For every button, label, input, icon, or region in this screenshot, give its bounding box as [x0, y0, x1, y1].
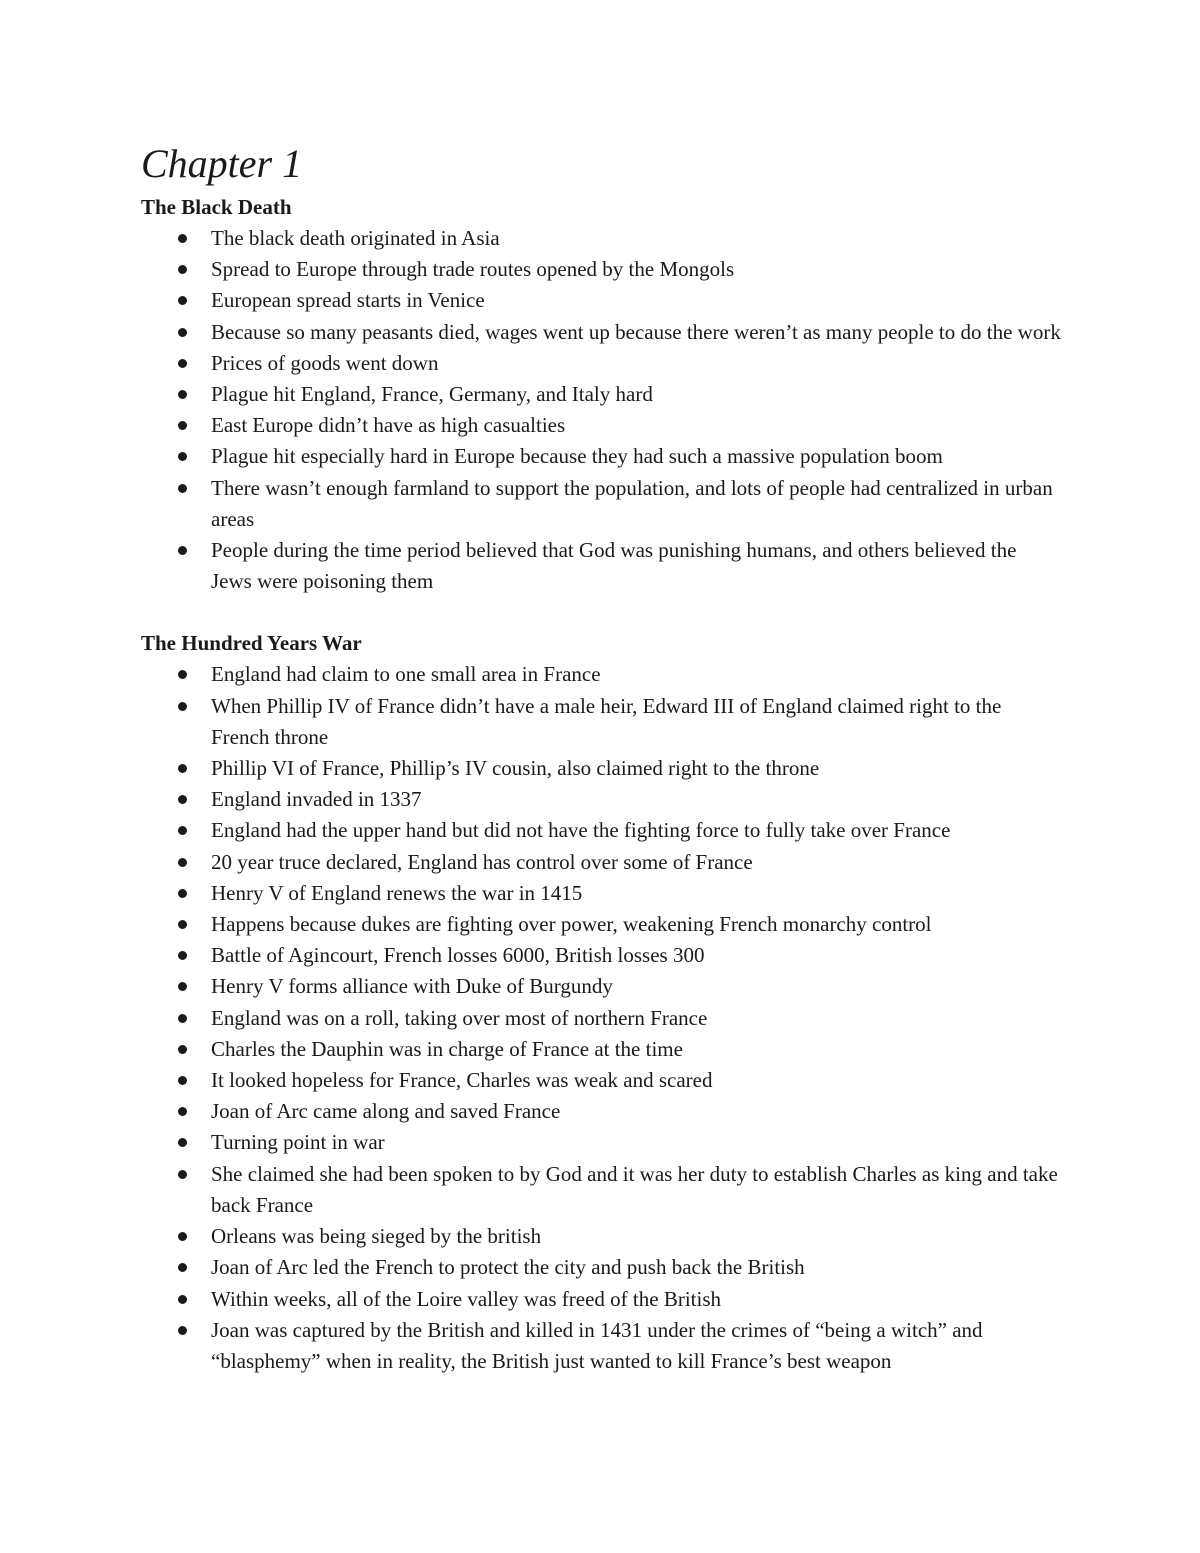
list-item-text: There wasn’t enough farmland to support the population, and lots of people had centralized in urban areas	[211, 475, 1053, 531]
list-item	[141, 379, 1061, 410]
list-item-text: The black death originated in Asia	[211, 226, 500, 250]
list-item	[141, 1221, 1061, 1252]
list-item-text: Prices of goods went down	[211, 350, 439, 375]
bullet-list	[141, 223, 1061, 597]
bullet-icon	[178, 421, 187, 430]
list-item	[141, 691, 1061, 753]
document-page	[141, 140, 1061, 1377]
list-item	[141, 878, 1061, 909]
list-item-text: Plague hit especially hard in Europe because they had such a massive population boom	[211, 444, 943, 469]
section-heading: The Hundred Years War	[141, 631, 362, 656]
bullet-icon	[178, 1295, 187, 1304]
list-item	[141, 847, 1061, 878]
list-item	[141, 254, 1061, 285]
list-item-text: Happens because dukes are fighting over power, weakening French monarchy control	[211, 912, 932, 937]
bullet-icon	[178, 390, 187, 399]
list-item-text: Joan of Arc led the French to protect the city and push back the British	[211, 1255, 805, 1280]
bullet-icon	[178, 234, 187, 243]
bullet-icon	[178, 764, 187, 773]
chapter-title: Chapter 1	[141, 141, 303, 186]
list-item-text: Joan was captured by the British and killed in 1431 under the crimes of “being a witch” and “blasphemy” when in reality, the British just wanted to kill France’s best weapon	[211, 1317, 983, 1373]
bullet-icon	[178, 1138, 187, 1147]
bullet-icon	[178, 1107, 187, 1116]
list-item	[141, 1096, 1061, 1127]
bullet-icon	[178, 484, 187, 493]
bullet-icon	[178, 982, 187, 991]
list-item	[141, 1003, 1061, 1034]
bullet-icon	[178, 296, 187, 305]
bullet-icon	[178, 546, 187, 555]
list-item-text: Orleans was being sieged by the british	[211, 1224, 542, 1249]
list-item-text: East Europe didn’t have as high casualties	[211, 413, 566, 438]
bullet-icon	[178, 1232, 187, 1241]
bullet-icon	[178, 951, 187, 960]
list-item-text: Joan of Arc came along and saved France	[211, 1099, 561, 1124]
list-item	[141, 784, 1061, 815]
bullet-icon	[178, 858, 187, 867]
list-item	[141, 441, 1061, 472]
list-item-text: People during the time period believed that God was punishing humans, and others believed the Jews were poisoning them	[211, 538, 1017, 594]
list-item	[141, 473, 1061, 535]
list-item-text: Within weeks, all of the Loire valley was freed of the British	[211, 1286, 721, 1311]
list-item	[141, 285, 1061, 316]
bullet-icon	[178, 889, 187, 898]
list-item-text: Plague hit England, France, Germany, and Italy hard	[211, 382, 653, 407]
list-item	[141, 535, 1061, 597]
list-item	[141, 815, 1061, 846]
list-item	[141, 1315, 1061, 1377]
list-item	[141, 659, 1061, 690]
bullet-icon	[178, 265, 187, 274]
list-item-text: She claimed she had been spoken to by God and it was her duty to establish Charles as king and take back France	[211, 1161, 1058, 1217]
list-item-text: England was on a roll, taking over most of northern France	[211, 1005, 708, 1030]
section-hundred-years-war	[141, 628, 1061, 1377]
bullet-icon	[178, 328, 187, 337]
list-item-text: England invaded in 1337	[211, 787, 422, 812]
list-item-text: Phillip VI of France, Phillip’s IV cousin, also claimed right to the throne	[211, 756, 820, 781]
bullet-icon	[178, 1263, 187, 1272]
bullet-icon	[178, 826, 187, 835]
list-item-text: When Phillip IV of France didn’t have a male heir, Edward III of England claimed right to the French throne	[211, 693, 1002, 749]
list-item	[141, 223, 1061, 254]
list-item-text: Henry V forms alliance with Duke of Burgundy	[211, 974, 613, 999]
list-item-text: Charles the Dauphin was in charge of France at the time	[211, 1036, 683, 1061]
bullet-icon	[178, 670, 187, 679]
section-heading: The Black Death	[141, 195, 292, 219]
list-item-text: 20 year truce declared, England has control over some of France	[211, 849, 753, 874]
list-item-text: Turning point in war	[211, 1130, 385, 1155]
list-item	[141, 410, 1061, 441]
bullet-icon	[178, 702, 187, 711]
bullet-icon	[178, 1170, 187, 1179]
bullet-icon	[178, 795, 187, 804]
bullet-icon	[178, 1076, 187, 1085]
bullet-list	[141, 659, 1061, 1377]
bullet-icon	[178, 920, 187, 929]
list-item-text: Henry V of England renews the war in 1415	[211, 880, 583, 905]
bullet-icon	[178, 452, 187, 461]
list-item	[141, 1127, 1061, 1158]
bullet-icon	[178, 1045, 187, 1054]
list-item-text: England had the upper hand but did not have the fighting force to fully take over France	[211, 818, 951, 843]
list-item	[141, 348, 1061, 379]
list-item	[141, 1252, 1061, 1283]
bullet-icon	[178, 1326, 187, 1335]
list-item-text: Spread to Europe through trade routes opened by the Mongols	[211, 257, 735, 282]
list-item	[141, 1284, 1061, 1315]
list-item	[141, 940, 1061, 971]
list-item-text: Because so many peasants died, wages went up because there weren’t as many people to do the work	[211, 319, 1061, 344]
list-item-text: It looked hopeless for France, Charles was weak and scared	[211, 1068, 713, 1093]
list-item	[141, 753, 1061, 784]
list-item	[141, 1065, 1061, 1096]
list-item-text: European spread starts in Venice	[211, 288, 485, 313]
list-item	[141, 317, 1061, 348]
list-item	[141, 909, 1061, 940]
bullet-icon	[178, 1014, 187, 1023]
list-item	[141, 1159, 1061, 1221]
list-item-text: England had claim to one small area in France	[211, 662, 601, 687]
list-item-text: Battle of Agincourt, French losses 6000, British losses 300	[211, 943, 705, 968]
list-item	[141, 1034, 1061, 1065]
section-black-death	[141, 192, 1061, 597]
list-item	[141, 971, 1061, 1002]
bullet-icon	[178, 359, 187, 368]
